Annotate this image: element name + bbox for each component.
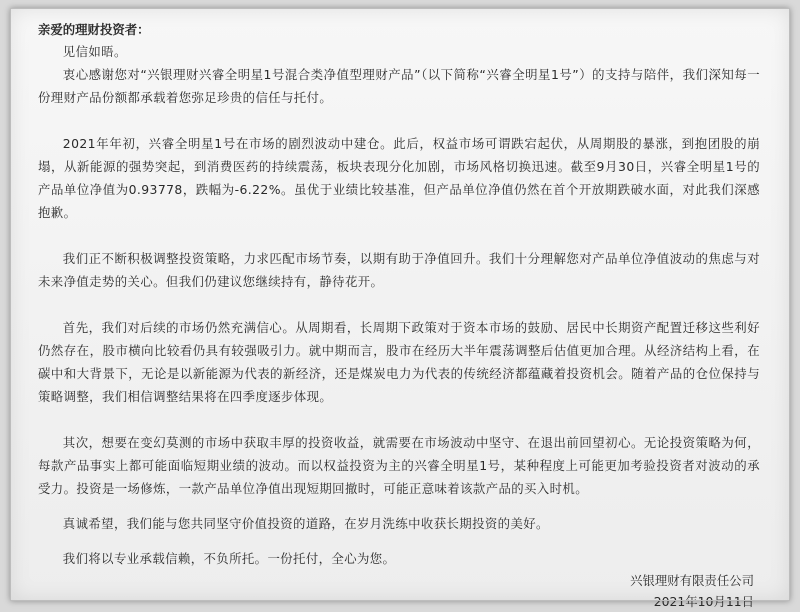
paragraph-strategy: 我们正不断积极调整投资策略，力求匹配市场节奏，以期有助于净值回升。我们十分理解您对产品单位净值波动的焦虑与对未来净值走势的关心。但我们仍建议您继续持有，静待花开。: [38, 251, 760, 289]
signature-company: 兴银理财有限责任公司: [630, 573, 754, 588]
greeting: 见信如晤。: [62, 44, 127, 59]
signature-date: 2021年10月11日: [653, 594, 754, 609]
letter-sheet: [10, 8, 790, 609]
paragraph-confidence: 首先，我们对后续的市场仍然充满信心。从周期看，长周期下政策对于资本市场的鼓励、居民中长期资产配置迁移这些利好仍然存在，股市横向比较看仍具有较强吸引力。就中期而言，股市在经历大半年震荡调整后估值更加合理。从经济结构上看，在碳中和大背景下，无论是以新能源为代表的新经济，还是煤炭电力为代表的传统经济都蕴藏着投资机会。随着产品的仓位保持与策略调整，我们相信调整结果将在四季度逐步体现。: [38, 320, 760, 404]
paragraph-thanks: 衷心感谢您对“兴银理财兴睿全明星1号混合类净值型理财产品”（以下简称“兴睿全明星1号”）的支持与陪伴，我们深知每一份理财产品份额都承载着您弥足珍贵的信任与托付。: [38, 67, 760, 105]
paragraph-performance: 2021年年初，兴睿全明星1号在市场的剧烈波动中建仓。此后，权益市场可谓跌宕起伏，从周期股的暴涨，到抱团股的崩塌，从新能源的强势突起，到消费医药的持续震荡，板块表现分化加剧，市场风格切换迅速。截至9月30日，兴睿全明星1号的产品单位净值为0.93778，跌幅为-6.22%。虽优于业绩比较基准，但产品单位净值仍然在首个开放期跌破水面，对此我们深感抱歉。: [38, 136, 760, 220]
paragraph-closing: 我们将以专业承载信赖，不负所托。一份托付，全心为您。: [62, 551, 396, 566]
paragraph-hope: 真诚希望，我们能与您共同坚守价值投资的道路，在岁月洗练中收获长期投资的美好。: [62, 516, 549, 531]
salutation: 亲爱的理财投资者：: [38, 22, 150, 37]
paragraph-patience: 其次，想要在变幻莫测的市场中获取丰厚的投资收益，就需要在市场波动中坚守、在退出前回望初心。无论投资策略为何，每款产品事实上都可能面临短期业绩的波动。而以权益投资为主的兴睿全明星1号，某种程度上可能更加考验投资者对波动的承受力。投资是一场修炼，一款产品单位净值出现短期回撤时，可能正意味着该款产品的买入时机。: [38, 435, 760, 496]
